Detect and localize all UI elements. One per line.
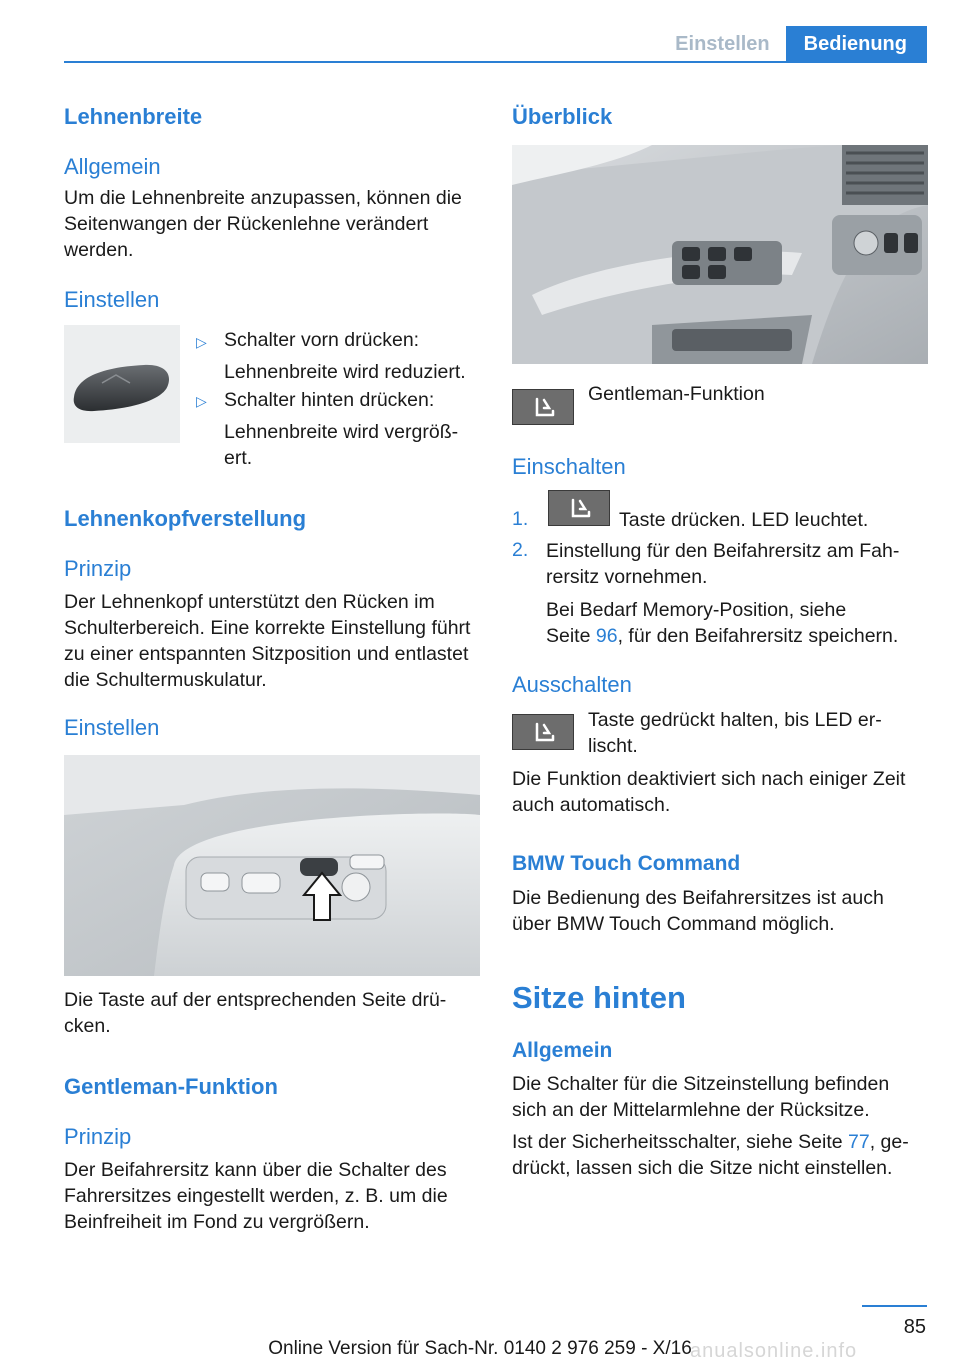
step-2-number: 2. [512, 539, 529, 561]
gentleman-button-icon-off [512, 714, 574, 750]
tab-bedienung[interactable]: Bedienung [786, 26, 927, 61]
bullet-1-line2: Lehnenbreite wird reduziert. [224, 361, 466, 383]
bullet-item-2 [224, 387, 480, 471]
heading-touch-command: BMW Touch Command [512, 852, 741, 875]
online-version-text: Online Version für Sach-Nr. 0140 2 976 259 - X/16 [268, 1338, 692, 1359]
bullet-marker-2: ▷ [196, 393, 207, 409]
sicher-suffix: , ge-drückt, lassen sich die Sitze nicht einstellen. [512, 1131, 909, 1179]
paragraph-prinzip-2: Der Beifahrersitz kann über die Schalter des Fahrersitzes eingestellt werden, z. B. um die Beinfreiheit im Fond zu vergrößern. [64, 1159, 448, 1233]
link-seite-96[interactable]: 96 [595, 625, 618, 647]
gentleman-button-icon [512, 389, 574, 425]
heading-ausschalten: Ausschalten [512, 672, 632, 697]
heading-gentleman: Gentleman-Funktion [64, 1074, 278, 1099]
icon-caption: Gentleman-Funktion [588, 383, 765, 405]
footer-rule [862, 1305, 927, 1307]
heading-sitze-hinten: Sitze hinten [512, 980, 686, 1015]
bullet-1-line1: Schalter vorn drücken: [224, 329, 420, 351]
heading-lehnenkopf: Lehnenkopfverstellung [64, 506, 307, 531]
gentleman-button-icon-inline [548, 490, 610, 526]
heading-prinzip: Prinzip [64, 556, 132, 581]
heading-einstellen: Einstellen [64, 287, 160, 312]
tab-einstellen[interactable]: Einstellen [675, 33, 770, 55]
door-panel-photo [512, 145, 928, 364]
heading-prinzip-2: Prinzip [64, 1124, 132, 1149]
bullet-item-1 [224, 327, 480, 385]
bullet-marker-1: ▷ [196, 334, 207, 350]
heading-ueberblick: Überblick [512, 104, 613, 129]
step-2-subtext-b [546, 623, 928, 649]
paragraph-taste: Die Taste auf der entsprechenden Seite drü-cken. [64, 989, 447, 1037]
sicher-prefix: Ist der Sicherheitsschalter, siehe Seite [512, 1131, 849, 1153]
bullet-2-line1: Schalter hinten drücken: [224, 389, 435, 411]
seat-controls-photo [64, 755, 480, 976]
paragraph-allgemein: Um die Lehnenbreite anzupassen, können die Seitenwangen der Rückenlehne verändert werden. [64, 187, 462, 261]
watermark: anualsonline.info [690, 1340, 858, 1362]
header-rule [64, 61, 927, 63]
step-2-subtext-a: Bei Bedarf Memory-Position, siehe [546, 599, 847, 621]
heading-einstellen-2: Einstellen [64, 715, 160, 740]
paragraph-sicherheitsschalter [512, 1129, 928, 1181]
page-number: 85 [903, 1316, 926, 1338]
paragraph-touch-command: Die Bedienung des Beifahrersitzes ist auch über BMW Touch Command möglich. [512, 887, 884, 935]
step-1-text: Taste drücken. LED leuchtet. [619, 509, 869, 531]
backrest-switch-photo [64, 325, 180, 443]
heading-einschalten: Einschalten [512, 454, 626, 479]
ausschalten-text: Taste gedrückt halten, bis LED er-lischt. [588, 709, 882, 757]
heading-lehnenbreite: Lehnenbreite [64, 104, 203, 129]
step-2-suffix: , für den Beifahrersitz speichern. [617, 625, 899, 647]
step-2-text: Einstellung für den Beifahrersitz am Fah-rersitz vornehmen. [546, 540, 900, 588]
heading-allgemein: Allgemein [64, 154, 161, 179]
paragraph-prinzip: Der Lehnenkopf unterstützt den Rücken im Schulterbereich. Eine korrekte Einstellung führt zu einer entspannten Sitzposition und entlastet die Schultermuskulatur. [64, 591, 471, 691]
step-1-number: 1. [512, 508, 529, 530]
header-tabs [659, 26, 927, 61]
paragraph-auto: Die Funktion deaktiviert sich nach einiger Zeit auch automatisch. [512, 768, 906, 816]
bullet-2-line2: Lehnenbreite wird vergröß-ert. [224, 421, 459, 469]
step-2-prefix: Seite [546, 625, 596, 647]
heading-allgemein-right: Allgemein [512, 1039, 613, 1062]
paragraph-allgemein-right: Die Schalter für die Sitzeinstellung befinden sich an der Mittelarmlehne der Rücksitze. [512, 1073, 890, 1121]
link-seite-77[interactable]: 77 [848, 1131, 870, 1153]
